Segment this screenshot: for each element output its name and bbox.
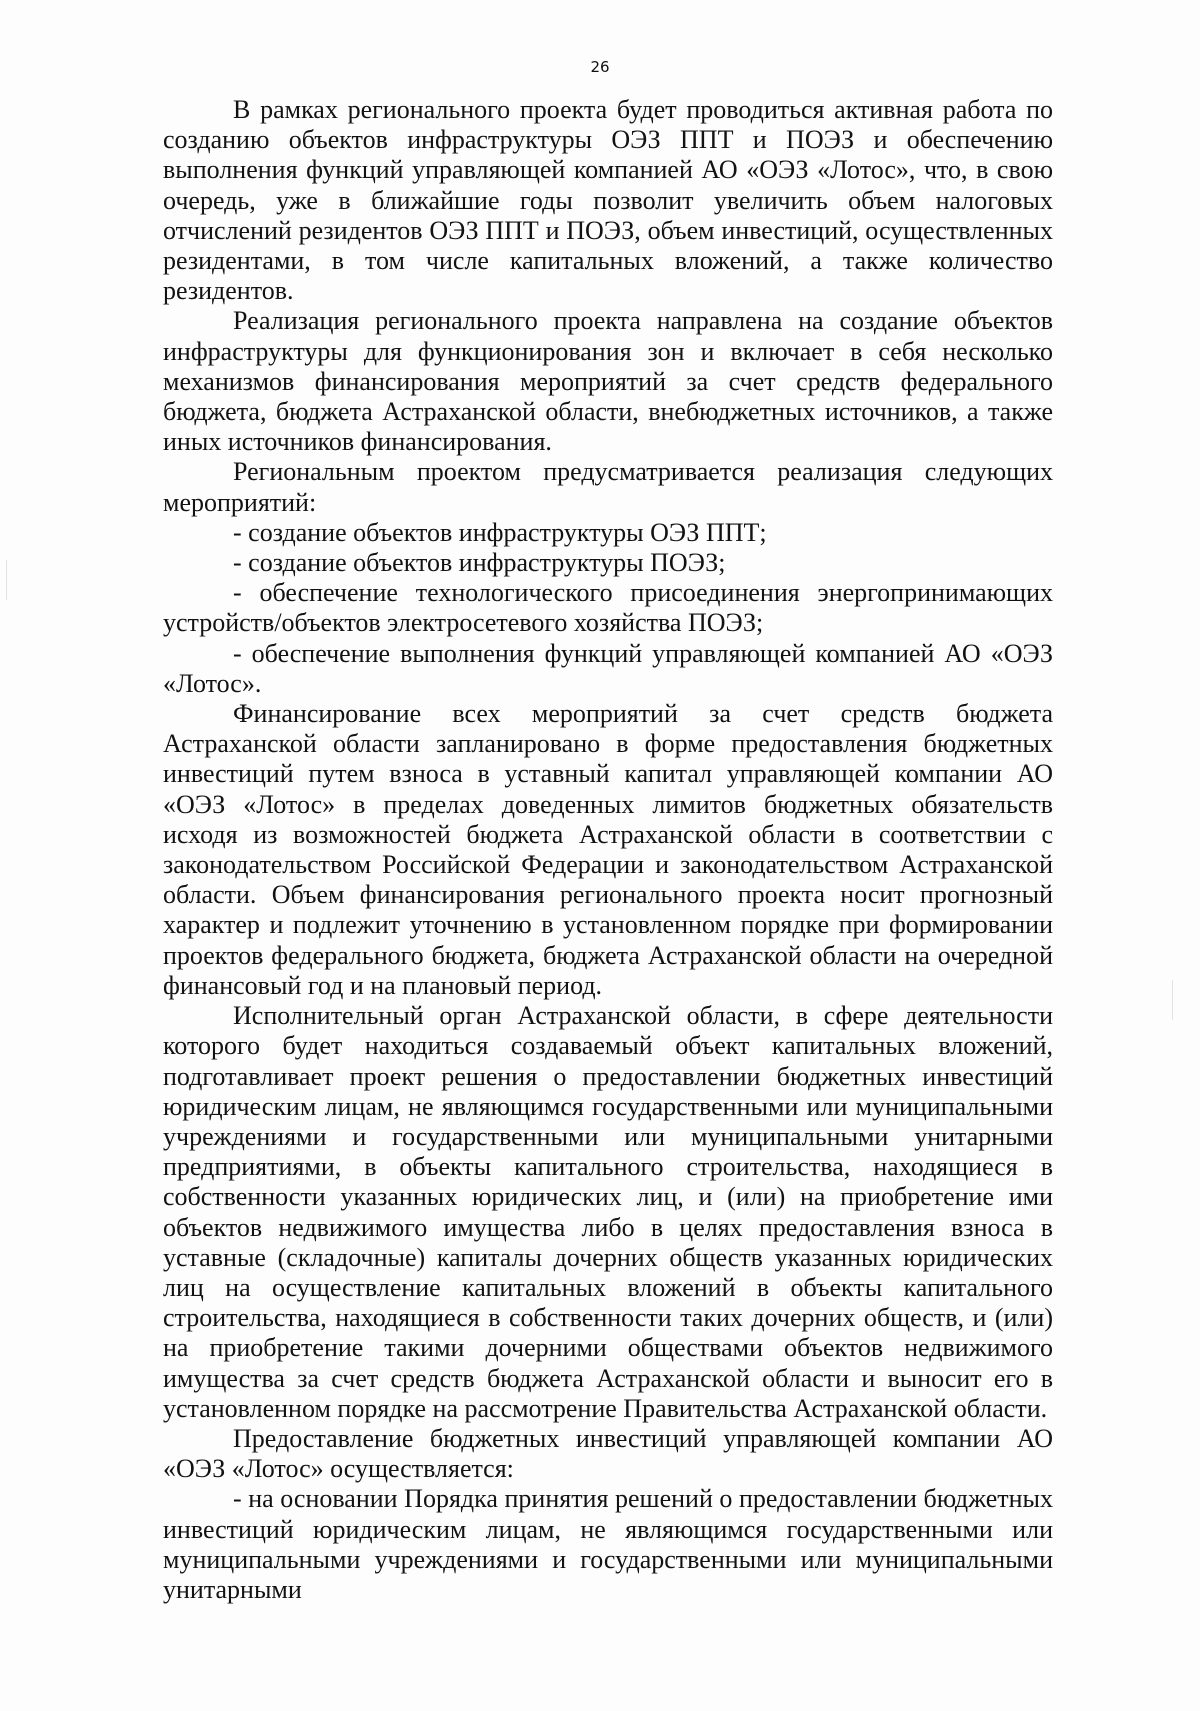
paragraph-financing: Финансирование всех мероприятий за счет средств бюджета Астраханской области запланировано в форме предоставления бюджетных инвестиций путем взноса в уставный капитал управляющей компании АО «ОЭЗ «Лотос» в пределах доведенных лимитов бюджетных обязательств исходя из возможностей бюджета Астраханской области в соответствии с законодательством Российской Федерации и законодательством Астраханской области. Объем финансирования регионального проекта носит прогнозный характер и подлежит уточнению в установленном порядке при формировании проектов федерального бюджета, бюджета Астраханской области на очередной финансовый год и на плановый период. — [163, 699, 1053, 1000]
paragraph-regional-project-work: В рамках регионального проекта будет проводиться активная работа по созданию объектов инфраструктуры ОЭЗ ППТ и ПОЭЗ и обеспечению выполнения функций управляющей компанией АО «ОЭЗ «Лотос», что, в свою очередь, уже в ближайшие годы позволит увеличить объем налоговых отчислений резидентов ОЭЗ ППТ и ПОЭЗ, объем инвестиций, осуществленных резидентами, в том числе капитальных вложений, а также количество резидентов. — [163, 95, 1053, 306]
scan-artifact-right — [1172, 980, 1173, 1020]
list-item-grid-connection: - обеспечение технологического присоединения энергопринимающих устройств/объектов электросетевого хозяйства ПОЭЗ; — [163, 578, 1053, 638]
paragraph-activities-intro: Региональным проектом предусматривается реализация следующих мероприятий: — [163, 457, 1053, 517]
document-body — [163, 95, 1053, 1605]
paragraph-investment-provision: Предоставление бюджетных инвестиций управляющей компании АО «ОЭЗ «Лотос» осуществляется: — [163, 1423, 1053, 1484]
list-item-poez: - создание объектов инфраструктуры ПОЭЗ; — [233, 548, 726, 578]
list-item-management-company: - обеспечение выполнения функций управляющей компанией АО «ОЭЗ «Лотос». — [163, 638, 1053, 698]
paragraph-executive-body: Исполнительный орган Астраханской области, в сфере деятельности которого будет находиться создаваемый объект капитальных вложений, подготавливает проект решения о предоставлении бюджетных инвестиций юридическим лицам, не являющимся государственными или муниципальными учреждениями и государственными или муниципальными унитарными предприятиями, в объекты капитального строительства, находящиеся в собственности указанных юридических лиц, и (или) на приобретение ими объектов недвижимого имущества либо в целях предоставления взноса в уставные (складочные) капиталы дочерних обществ указанных юридических лиц на осуществление капитальных вложений в объекты капитального строительства, находящиеся в собственности таких дочерних обществ, и (или) на приобретение такими дочерними обществами объектов недвижимого имущества за счет средств бюджета Астраханской области и выносит его в установленном порядке на рассмотрение Правительства Астраханской области. — [163, 1001, 1053, 1423]
list-item-oez-ppt: - создание объектов инфраструктуры ОЭЗ ППТ; — [233, 517, 767, 547]
page-number: 26 — [590, 58, 610, 76]
list-item-procedure-basis: - на основании Порядка принятия решений о предоставлении бюджетных инвестиций юридическим лицам, не являющимся государственными или муниципальными учреждениями и государственными или муниципальными унитарными — [163, 1484, 1053, 1604]
paragraph-implementation-aim: Реализация регионального проекта направлена на создание объектов инфраструктуры для функционирования зон и включает в себя несколько механизмов финансирования мероприятий за счет средств федерального бюджета, бюджета Астраханской области, внебюджетных источников, а также иных источников финансирования. — [163, 306, 1053, 457]
scan-artifact-left — [6, 560, 7, 600]
